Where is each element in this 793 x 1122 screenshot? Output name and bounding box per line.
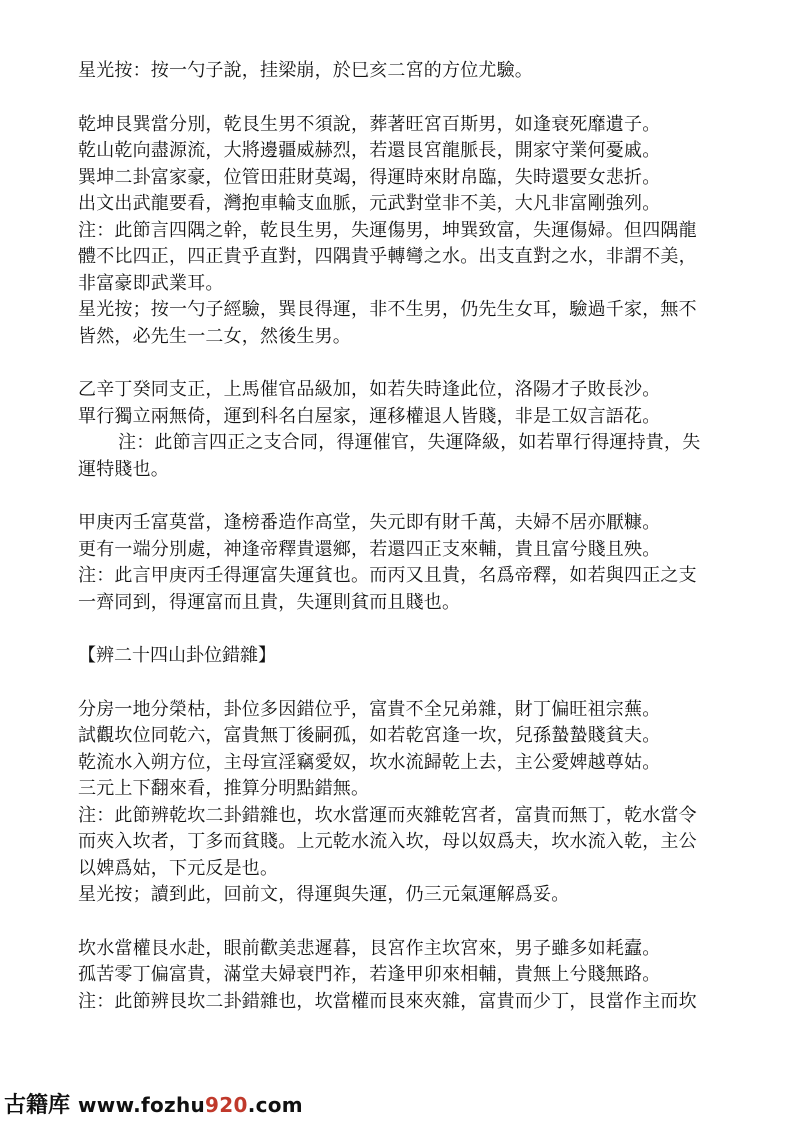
text-line: 孤苦零丁偏富貴，滿堂夫婦衰門祚，若逢甲卯來相輔，貴無上兮賤無路。	[78, 964, 661, 985]
text-line: 乙辛丁癸同支正，上馬催官品級加，如若失時逢此位，洛陽才子敗長沙。	[78, 379, 661, 400]
footer-watermark	[4, 1088, 303, 1118]
text-line: 皆然，必先生一二女，然後生男。	[78, 325, 351, 347]
footer-url-highlight: 920	[205, 1093, 248, 1117]
text-line: 非富豪即武業耳。	[78, 272, 224, 294]
text-line: 運特賤也。	[78, 458, 169, 480]
text-line: 甲庚丙壬富莫當，逢榜番造作高堂，失元即有財千萬，夫婦不居亦厭糠。	[78, 512, 661, 533]
text-line: 注：此節言四正之支合同，得運催官，失運降級，如若單行得運持貴，失	[118, 432, 701, 453]
text-line: 而夾入坎者，丁多而貧賤。上元乾水流入坎，母以奴爲夫，坎水流入乾，主公	[78, 831, 697, 852]
text-line: 星光按；按一勺子經驗，巽艮得運，非不生男，仍先生女耳，驗過千家，無不	[78, 299, 697, 320]
footer-url[interactable]	[78, 1093, 303, 1117]
text-line: 三元上下翻來看，推算分明點錯無。	[78, 778, 370, 799]
paragraph-gap	[78, 909, 718, 936]
text-line: 注：此節辨乾坎二卦錯雜也，坎水當運而夾雜乾宮者，富貴而無丁，乾水當令	[78, 804, 697, 826]
text-line: 一齊同到，得運富而且貴，失運則貧而且賤也。	[78, 591, 461, 613]
text-line: 注：此節言四隅之幹，乾艮生男，失運傷男，坤巽致富，失運傷婦。但四隅龍	[78, 219, 697, 241]
paragraph-gap	[78, 670, 718, 697]
text-line: 坎水當權艮水赴，眼前歡美悲遲暮，艮宮作主坎宮來，男子雖多如耗蠧。	[78, 937, 661, 959]
text-line: 單行獨立兩無倚，運到科名白屋家，運移權退人皆賤，非是工奴言語花。	[78, 405, 661, 427]
document-body	[78, 58, 718, 1015]
text-line: 乾流水入朔方位，主母宣淫竊愛奴，坎水流歸乾上去，主公愛婢越尊姑。	[78, 751, 661, 773]
text-line: 注：此節辨艮坎二卦錯雜也，坎當權而艮來夾雜，富貴而少丁，艮當作主而坎	[78, 990, 697, 1012]
text-line: 星光按：按一勺子說，挂梁崩，於巳亥二宮的方位尤驗。	[78, 60, 533, 81]
text-line: 星光按；讀到此，回前文，得運與失運，仍三元氣運解爲妥。	[78, 884, 570, 905]
paragraph-gap	[78, 616, 718, 643]
text-line: 出文出武龍要看，灣抱車輪支血脈，元武對堂非不美，大凡非富剛強列。	[78, 193, 661, 214]
text-line: 更有一端分別處，神逢帝釋貴還鄉，若還四正支來輔，貴且富兮賤且殃。	[78, 538, 661, 560]
paragraph-gap	[78, 85, 718, 112]
footer-url-prefix: www.fozhu	[78, 1093, 206, 1117]
text-line: 以婢爲姑，下元反是也。	[78, 857, 279, 879]
footer-brand: 古籍库	[4, 1093, 71, 1118]
paragraph-gap	[78, 350, 718, 377]
text-line: 乾山乾向盡源流，大將邊疆威赫烈，若還艮宮龍脈長，開家守業何憂戚。	[78, 140, 661, 161]
section-heading: 【辨二十四山卦位錯雜】	[78, 645, 276, 666]
text-line: 乾坤艮巽當分別，乾艮生男不須說，葬著旺宮百斯男，如逢衰死靡遺子。	[78, 113, 661, 135]
text-line: 注：此言甲庚丙壬得運富失運貧也。而丙又且貴，名爲帝釋，如若與四正之支	[78, 565, 697, 586]
footer-url-suffix: .com	[247, 1093, 303, 1117]
text-line: 巽坤二卦富家豪，位管田莊財莫竭，得運時來財帛臨，失時還要女悲折。	[78, 166, 661, 188]
text-line: 試觀坎位同乾六，富貴無丁後嗣孤，如若乾宮逢一坎，兒孫蟄蟄賤貧夫。	[78, 725, 661, 746]
text-line: 體不比四正，四正貴乎直對，四隅貴乎轉彎之水。出支直對之水，非謂不美，	[78, 246, 697, 267]
text-line: 分房一地分榮枯，卦位多因錯位乎，富貴不全兄弟雜，財丁偏旺祖宗蕪。	[78, 698, 661, 720]
paragraph-gap	[78, 483, 718, 510]
